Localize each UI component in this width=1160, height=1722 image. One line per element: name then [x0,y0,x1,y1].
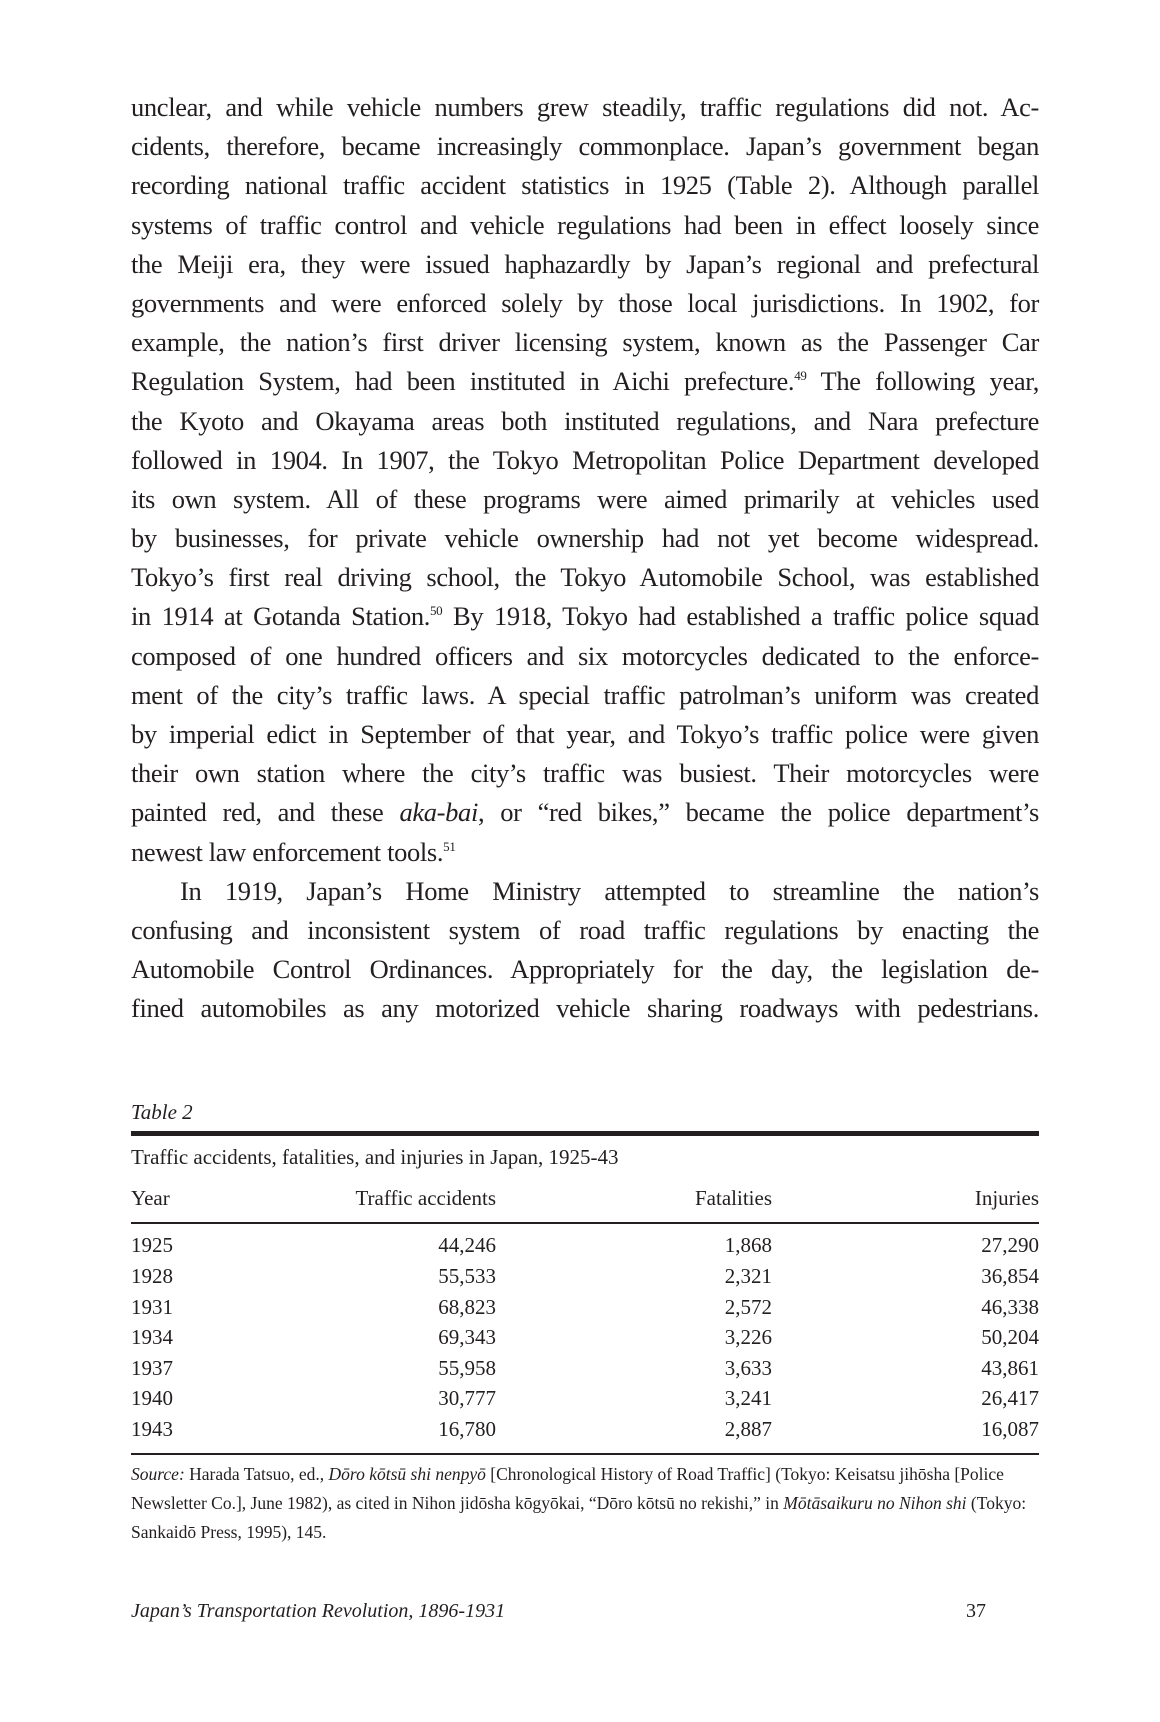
table-row: 1931 68,823 2,572 46,338 [131,1295,1039,1319]
text-line: cidents, therefore, became increasingly commonplace. Japan’s government began [131,131,1039,162]
text-line: example, the nation’s first driver licensing system, known as the Passenger Car [131,327,1039,358]
text-line: by imperial edict in September of that year, and Tokyo’s traffic police were given [131,719,1039,749]
header-injuries: Injuries [974,1186,1039,1210]
table-bottom-rule [131,1453,1039,1455]
text-line: their own station where the city’s traffic was busiest. Their motorcycles were [131,758,1039,789]
text-line: fined automobiles as any motorized vehicle sharing roadways with pedestrians. [131,993,1039,1024]
page-number: 37 [966,1600,986,1622]
text-line: In 1919, Japan’s Home Ministry attempted to streamline the nation’s [180,875,1039,906]
text-line: governments and were enforced solely by those local jurisdictions. In 1902, for [131,287,1039,318]
text-line: recording national traffic accident statistics in 1925 (Table 2). Although parallel [131,170,1039,201]
text-line: the Kyoto and Okayama areas both instituted regulations, and Nara prefecture [131,405,1039,436]
table-top-rule [131,1131,1039,1136]
text-line: confusing and inconsistent system of road traffic regulations by enacting the [131,914,1039,945]
running-footer-title: Japan’s Transportation Revolution, 1896-1931 [131,1600,506,1622]
text-line: newest law enforcement tools.$^{51}$ [131,836,456,867]
table-row: 1943 16,780 2,887 16,087 [131,1417,1039,1441]
table-row: 1925 44,246 1,868 27,290 [131,1233,1039,1257]
text-line: unclear, and while vehicle numbers grew steadily, traffic regulations did not. Ac- [131,92,1039,122]
source-label: Source: [131,1464,185,1484]
text-line: Automobile Control Ordinances. Appropriately for the day, the legislation de- [131,954,1039,985]
italic-term: aka-bai [399,797,478,828]
table-label: Table 2 [131,1100,193,1124]
text-line: ment of the city’s traffic laws. A special traffic patrolman’s uniform was created [131,679,1039,710]
table-header [131,1186,1039,1214]
text-line: its own system. All of these programs were aimed primarily at vehicles used [131,483,1039,514]
body-text [131,88,1039,1029]
text-line: the Meiji era, they were issued haphazardly by Japan’s regional and prefectural [131,248,1039,279]
text-line: in 1914 at Gotanda Station.$^{50}$ By 1918, Tokyo had established a traffic police squad [131,601,1039,632]
footnote-ref-51[interactable]: 51 [443,838,456,854]
table-source-note: Source: Harada Tatsuo, ed., Dōro kōtsū shi nenpyō [Chronological History of Road Traffic] (Tokyo: Keisatsu jihōsha [Police Newsletter Co.], June 1982), as cited in Nihon jidōsha kōgyōkai, “Dōro kōtsū no rekishi,” in Mōtāsaikuru no Nihon shi (Tokyo: Sankaidō Press, 1995), 145. [131,1464,1027,1542]
text-line: painted red, and these aka-bai, or “red bikes,” became the police department’s [131,797,1040,828]
table-header-rule [131,1222,1039,1224]
text-line: Regulation System, had been instituted in Aichi prefecture.$^{49}$ The following year, [131,366,1039,397]
header-year: Year [131,1186,170,1210]
table-caption: Traffic accidents, fatalities, and injuries in Japan, 1925-43 [131,1145,619,1169]
footnote-ref-49[interactable]: 49 [794,368,807,384]
text-line: Tokyo’s first real driving school, the Tokyo Automobile School, was established [131,562,1039,593]
header-fatalities: Fatalities [695,1186,772,1210]
table-row: 1940 30,777 3,241 26,417 [131,1386,1039,1410]
text-line: by businesses, for private vehicle ownership had not yet become widespread. [131,523,1039,554]
text-line: composed of one hundred officers and six motorcycles dedicated to the enforce- [131,640,1039,671]
text-line: systems of traffic control and vehicle regulations had been in effect loosely since [131,209,1039,240]
table-row: 1928 55,533 2,321 36,854 [131,1264,1039,1288]
header-traffic-accidents: Traffic accidents [355,1186,496,1210]
table-row: 1937 55,958 3,633 43,861 [131,1356,1039,1380]
table-row: 1934 69,343 3,226 50,204 [131,1325,1039,1349]
footnote-ref-50[interactable]: 50 [430,603,443,619]
text-line: followed in 1904. In 1907, the Tokyo Metropolitan Police Department developed [131,444,1039,475]
